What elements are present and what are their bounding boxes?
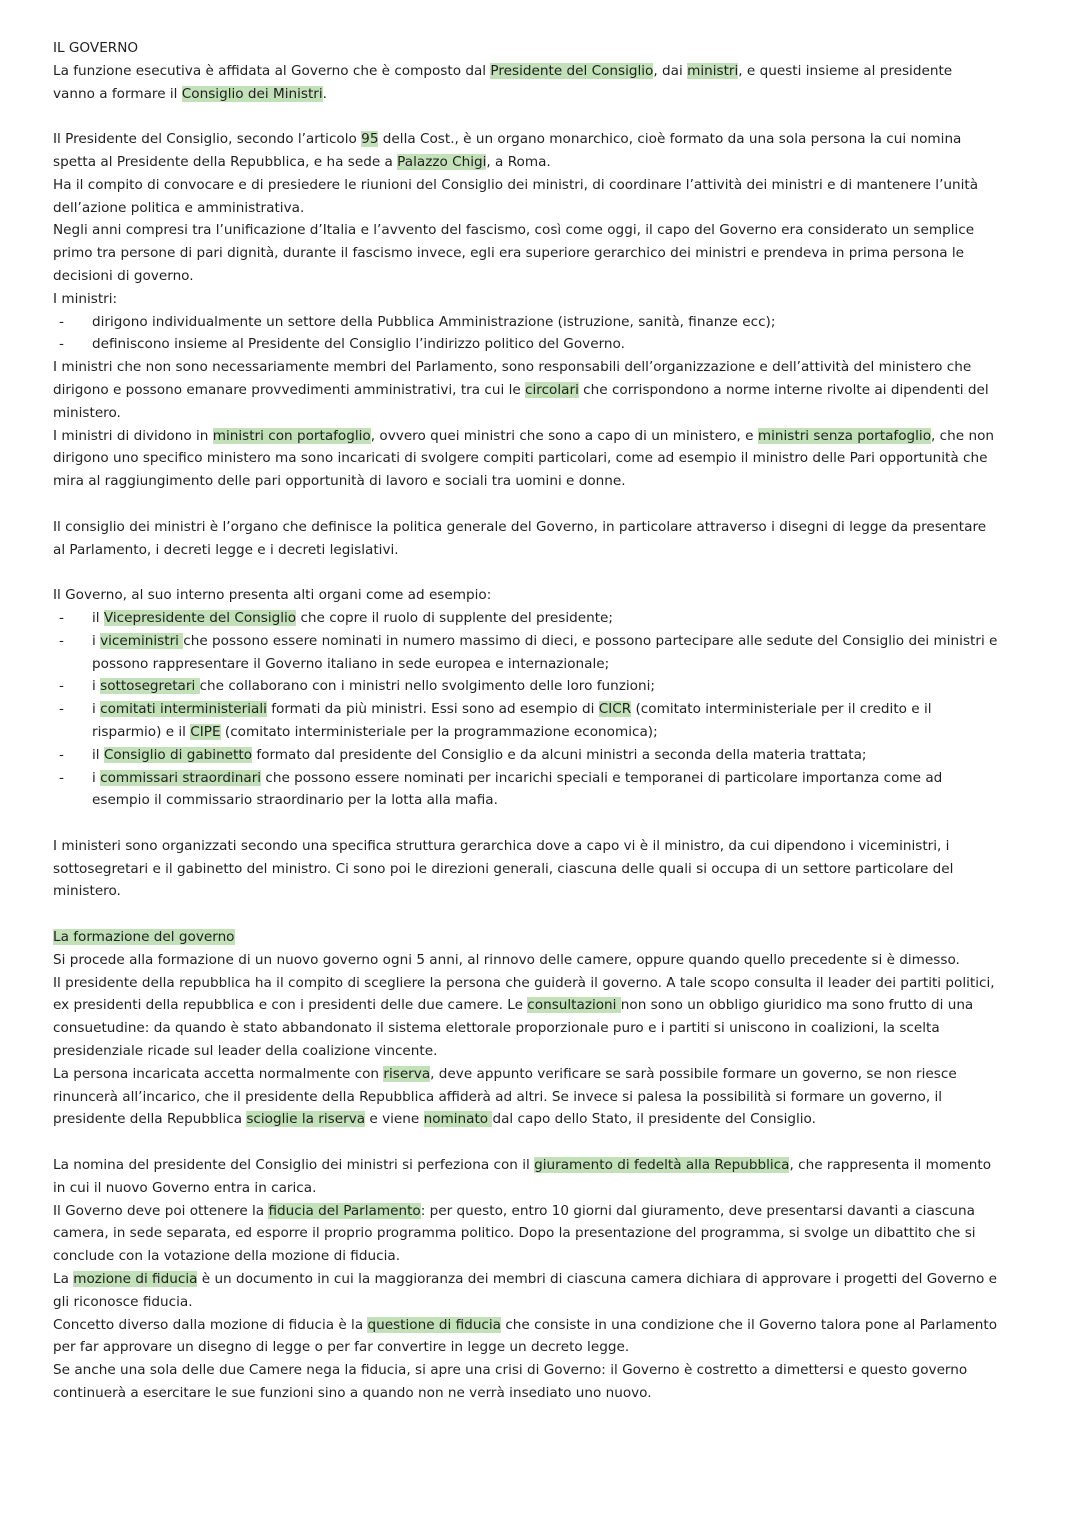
highlighted-term: circolari	[525, 381, 579, 398]
list-item	[53, 333, 998, 356]
highlighted-term: riserva	[383, 1065, 431, 1082]
fiducia-section	[53, 1154, 998, 1405]
highlighted-term: questione di fiducia	[367, 1316, 502, 1333]
text-run: il	[92, 746, 104, 763]
text-run: dirigono individualmente un settore della Pubblica Amministrazione (istruzione, sanità, finanze ecc);	[92, 313, 776, 330]
document-page	[53, 37, 998, 1405]
text-run: Negli anni compresi tra l’unificazione d’Italia e l’avvento del fascismo, così come oggi, il capo del Governo era considerato un semplice primo tra persone di pari dignità, durante il fascismo invece, egli era superiore gerarchico dei ministri e prendeva in prima persona le decisioni di governo.	[53, 222, 975, 284]
text-run: non sono un obbligo giuridico ma sono frutto di una consuetudine: da quando è stato abbandonato il sistema elettorale proporzionale puro e i partiti si uniscono in coalizioni, la scelta presidenziale ricade sul leader della coalizione vincente.	[53, 997, 974, 1060]
text-run: I ministeri sono organizzati secondo una specifica struttura gerarchica dove a capo vi è il ministro, da cui dipendono i viceministri, i sottosegretari e il gabinetto del ministro. Ci sono poi le direzioni generali, ciascuna delle quali si occupa di un settore particolare del ministero.	[53, 837, 954, 900]
text-run: I ministri di dividono in	[53, 427, 213, 444]
ministeri-section	[53, 835, 998, 903]
text-run: dal capo dello Stato, il presidente del Consiglio.	[492, 1111, 816, 1128]
formazione-heading	[53, 926, 998, 949]
text-run: , ovvero quei ministri che sono a capo di un ministero, e	[370, 427, 758, 444]
text-run: , deve appunto verificare se sarà possibile formare un governo, se non riesce rinuncerà all’incarico, che il presidente della Repubblica affiderà ad altri. Se invece si palesa la possibilità si formare un governo, il presidente della Repubblica	[53, 1065, 957, 1128]
paragraph	[53, 516, 998, 562]
text-run: Il Governo, al suo interno presenta alti organi come ad esempio:	[53, 587, 492, 604]
text-run: che copre il ruolo di supplente del presidente;	[296, 609, 614, 626]
paragraph	[53, 174, 998, 220]
text-run: (comitato interministeriale per la programmazione economica);	[220, 723, 658, 740]
formazione-section	[53, 949, 998, 1131]
consiglio-section	[53, 516, 998, 562]
paragraph	[53, 949, 998, 972]
spacer	[53, 105, 998, 128]
paragraph	[53, 425, 998, 493]
text-run: : per questo, entro 10 giorni dal giuramento, deve presentarsi davanti a ciascuna camera, in sede separata, ed esporre il proprio programma politico. Dopo la presentazione del programma, si svolge un dibattito che si conclude con la votazione della mozione di fiducia.	[53, 1202, 976, 1265]
text-run: che consiste in una condizione che il Governo talora pone al Parlamento per far approvare un disegno di legge o per far convertire in legge un decreto legge.	[53, 1316, 998, 1356]
text-run: , dai	[653, 62, 688, 79]
organi-intro	[53, 584, 998, 607]
text-run: formati da più ministri. Essi sono ad esempio di	[266, 701, 599, 718]
paragraph	[53, 288, 998, 311]
paragraph	[53, 1359, 998, 1405]
text-run: La	[53, 1271, 74, 1288]
text-run: è un documento in cui la maggioranza dei membri di ciascuna camera dichiara di approvare i progetti del Governo e gli riconosce fiducia.	[53, 1271, 997, 1310]
highlighted-term: mozione di fiducia	[73, 1271, 198, 1288]
spacer	[53, 561, 998, 584]
paragraph	[53, 584, 998, 607]
text-run: della Cost., è un organo monarchico, cioè formato da una sola persona la cui nomina spetta al Presidente della Repubblica, e ha sede a	[53, 131, 962, 170]
paragraph	[53, 835, 998, 903]
paragraph	[53, 972, 998, 1063]
text-run: il	[92, 609, 104, 626]
text-run: Se anche una sola delle due Camere nega la fiducia, si apre una crisi di Governo: il Governo è costretto a dimettersi e questo governo continuerà a esercitare le sue funzioni sino a quando non ne verrà insediato uno nuovo.	[53, 1362, 968, 1402]
text-run: che collaborano con i ministri nello svolgimento delle loro funzioni;	[199, 678, 655, 695]
text-run: , che rappresenta il momento in cui il nuovo Governo entra in carica.	[53, 1157, 992, 1196]
text-run: Il Presidente del Consiglio, secondo l’articolo	[53, 131, 362, 148]
highlighted-term: Palazzo Chigi	[397, 153, 487, 170]
text-run: Il Governo deve poi ottenere la	[53, 1202, 269, 1219]
text-run: Ha il compito di convocare e di presiedere le riunioni del Consiglio dei ministri, di coordinare l’attività dei ministri e di mantenere l’unità dell’azione politica e amministrativa.	[53, 176, 979, 216]
highlighted-term: ministri con portafoglio	[212, 427, 371, 444]
list-item	[53, 607, 998, 630]
text-run: e viene	[365, 1111, 424, 1128]
text-run: , che non dirigono uno specifico ministero ma sono incaricati di svolgere compiti particolari, come ad esempio il ministro delle Pari opportunità che mira al raggiungimento delle pari opportunità di lavoro e sociali tra uomini e donne.	[53, 427, 994, 490]
highlighted-term: fiducia del Parlamento	[268, 1202, 421, 1219]
list-item	[53, 675, 998, 698]
text-run: , e questi insieme al presidente vanno a formare il	[53, 62, 953, 102]
paragraph	[53, 1063, 998, 1131]
highlighted-term: scioglie la riserva	[246, 1111, 366, 1128]
text-run: che corrispondono a norme interne rivolte ai dipendenti del ministero.	[53, 381, 989, 421]
document-title: IL GOVERNO	[53, 40, 139, 56]
ministri-list	[53, 311, 998, 357]
text-run: che possono essere nominati per incarichi speciali e temporanei di particolare importanza come ad esempio il commissario straordinario per la lotta alla mafia.	[92, 769, 943, 809]
list-item	[53, 698, 998, 744]
list-item	[53, 630, 998, 676]
list-item	[53, 311, 998, 334]
text-run: La nomina del presidente del Consiglio dei ministri si perfeziona con il	[53, 1157, 535, 1174]
highlighted-term: Vicepresidente del Consiglio	[103, 609, 297, 626]
highlighted-term: giuramento di fedeltà alla Repubblica	[534, 1157, 790, 1174]
paragraph	[53, 1200, 998, 1268]
text-run: definiscono insieme al Presidente del Consiglio l’indirizzo politico del Governo.	[92, 336, 625, 353]
highlighted-term: sottosegretari	[100, 678, 200, 695]
text-run: La persona incaricata accetta normalmente con	[53, 1065, 384, 1082]
text-run: i	[92, 701, 101, 718]
text-run: I ministri:	[53, 290, 118, 307]
paragraph	[53, 219, 998, 287]
spacer	[53, 812, 998, 835]
list-item	[53, 767, 998, 813]
text-run: i	[92, 678, 101, 695]
highlighted-term: commissari straordinari	[100, 769, 262, 786]
text-run: i	[92, 769, 101, 786]
highlighted-term: ministri	[687, 62, 739, 79]
spacer	[53, 903, 998, 926]
text-run: formato dal presidente del Consiglio e da alcuni ministri a seconda della materia trattata;	[252, 746, 867, 763]
text-run: Concetto diverso dalla mozione di fiducia è la	[53, 1316, 368, 1333]
intro-paragraph	[53, 60, 998, 106]
text-run: Il presidente della repubblica ha il compito di scegliere la persona che guiderà il governo. A tale scopo consulta il leader dei partiti politici, ex presidenti della repubblica e con i presidenti delle due camere. Le	[53, 974, 995, 1014]
highlighted-term: viceministri	[100, 632, 184, 649]
text-run: , a Roma.	[486, 153, 551, 170]
text-run: .	[322, 85, 327, 102]
highlighted-term: ministri senza portafoglio	[757, 427, 932, 444]
list-item	[53, 744, 998, 767]
highlighted-term: CIPE	[190, 723, 221, 740]
highlighted-term: consultazioni	[527, 997, 621, 1014]
text-run: (comitato interministeriale per il credito e il risparmio) e il	[92, 701, 932, 740]
text-run: che possono essere nominati in numero massimo di dieci, e possono partecipare alle sedute del Consiglio dei ministri e possono rappresentare il Governo italiano in sede europea e internazionale;	[92, 632, 998, 672]
highlighted-term: Presidente del Consiglio	[490, 62, 654, 79]
ministri-section	[53, 356, 998, 493]
spacer	[53, 1131, 998, 1154]
text-run: Il consiglio dei ministri è l’organo che definisce la politica generale del Governo, in particolare attraverso i disegni di legge da presentare al Parlamento, i decreti legge e i decreti legislativi.	[53, 518, 987, 558]
paragraph	[53, 1268, 998, 1314]
text-run: I ministri che non sono necessariamente membri del Parlamento, sono responsabili dell’organizzazione e dell’attività del ministero che dirigono e possono emanare provvedimenti amministrativi, tra cui le	[53, 359, 972, 398]
highlighted-term: Consiglio dei Ministri	[181, 85, 323, 102]
highlighted-term: 95	[361, 131, 379, 148]
paragraph	[53, 356, 998, 424]
highlighted-term: CICR	[598, 701, 632, 718]
text-run: La funzione esecutiva è affidata al Governo che è composto dal	[53, 62, 491, 79]
spacer	[53, 493, 998, 516]
highlighted-term: Consiglio di gabinetto	[103, 746, 253, 763]
paragraph	[53, 1314, 998, 1360]
paragraph	[53, 128, 998, 174]
text-run: i	[92, 632, 101, 649]
paragraph	[53, 1154, 998, 1200]
highlighted-term: comitati interministeriali	[100, 701, 267, 718]
presidente-section	[53, 128, 998, 310]
highlighted-heading: La formazione del governo	[53, 929, 235, 946]
highlighted-term: nominato	[423, 1111, 493, 1128]
organi-list	[53, 607, 998, 812]
text-run: Si procede alla formazione di un nuovo governo ogni 5 anni, al rinnovo delle camere, oppure quando quello precedente si è dimesso.	[53, 951, 960, 968]
